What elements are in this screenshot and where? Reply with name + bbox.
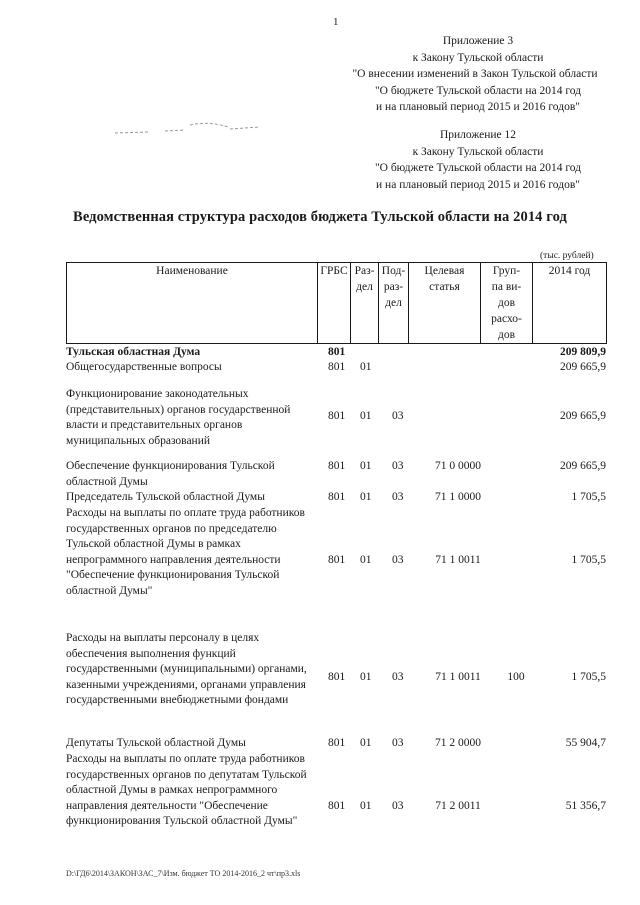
row-grbs: 801	[328, 554, 346, 566]
row-amount: 51 356,7	[565, 800, 606, 812]
row-grbs: 801	[328, 800, 346, 812]
appendix-12-line: и на плановый период 2015 и 2016 годов"	[376, 178, 580, 191]
row-podrazdel: 03	[392, 554, 404, 566]
header-expense-group: Груп- па ви- дов расхо- дов	[481, 263, 533, 344]
file-path-footer: D:\ГД6\2014\ЗАКОН\ЗАС_7\Изм. бюджет ТО 2014-2016_2 чт\пр3.xls	[66, 869, 301, 878]
pen-scribble	[110, 115, 270, 140]
row-target-article: 71 1 0011	[435, 671, 481, 683]
row-grbs: 801	[328, 671, 346, 683]
row-grbs: 801	[328, 410, 346, 422]
table-header	[66, 262, 607, 344]
row-target-article: 71 2 0011	[435, 800, 481, 812]
appendix-3-line: "О бюджете Тульской области на 2014 год	[374, 84, 582, 97]
row-razdel: 01	[360, 460, 372, 472]
header-year: 2014 год	[533, 263, 607, 344]
row-amount: 1 705,5	[571, 671, 606, 683]
row-razdel: 01	[360, 491, 372, 503]
row-target-article: 71 0 0000	[435, 460, 481, 472]
row-amount: 209 665,9	[560, 361, 606, 373]
row-razdel: 01	[360, 410, 372, 422]
row-podrazdel: 03	[392, 671, 404, 683]
row-amount: 209 809,9	[560, 346, 606, 358]
row-podrazdel: 03	[392, 737, 404, 749]
row-name: Общегосударственные вопросы	[66, 361, 222, 373]
appendix-12-block	[348, 127, 608, 193]
appendix-12-line: к Закону Тульской области	[412, 145, 544, 158]
row-razdel: 01	[360, 554, 372, 566]
row-name: Обеспечение функционирования Тульской областной Думы	[66, 460, 275, 488]
header-grbs: ГРБС	[318, 263, 351, 344]
appendix-3-line: Приложение 3	[442, 35, 514, 47]
header-razdel: Раз- дел	[351, 263, 379, 344]
units-label: (тыс. рублей)	[540, 251, 594, 261]
page-number: 1	[333, 16, 339, 28]
row-razdel: 01	[360, 671, 372, 683]
row-grbs: 801	[328, 460, 346, 472]
row-grbs: 801	[328, 737, 346, 749]
header-target-article: Целевая статья	[409, 263, 481, 344]
row-name: Тульская областная Дума	[66, 346, 201, 358]
row-razdel: 01	[360, 361, 372, 373]
row-amount: 209 665,9	[560, 460, 606, 472]
appendix-3-block	[348, 33, 608, 116]
row-amount: 1 705,5	[571, 554, 606, 566]
row-amount: 55 904,7	[565, 737, 606, 749]
row-razdel: 01	[360, 800, 372, 812]
appendix-3-line: "О внесении изменений в Закон Тульской области	[352, 68, 598, 80]
appendix-12-line: "О бюджете Тульской области на 2014 год	[374, 162, 582, 174]
row-name: Расходы на выплаты по оплате труда работников государственных органов по депутатам Тульской областной Думы в рамках непрограммного направления деятельности "Обеспечение функционирования Тульской областной Думы"	[66, 753, 307, 827]
row-name: Функционирование законодательных (представительных) органов государственной власти и представительных органов муниципальных образований	[66, 388, 291, 447]
row-target-article: 71 1 0000	[435, 491, 481, 503]
row-podrazdel: 03	[392, 800, 404, 812]
row-amount: 1 705,5	[571, 491, 606, 503]
row-grbs: 801	[328, 491, 346, 503]
row-razdel: 01	[360, 737, 372, 749]
row-expense-group: 100	[507, 671, 525, 683]
row-target-article: 71 1 0011	[435, 554, 481, 566]
appendix-3-line: к Закону Тульской области	[412, 51, 544, 64]
appendix-3-line: и на плановый период 2015 и 2016 годов"	[376, 101, 580, 113]
header-podrazdel: Под- раз- дел	[379, 263, 409, 344]
row-name: Расходы на выплаты персоналу в целях обеспечения выполнения функций государственными (муниципальными) органами, казенными учреждениями, органами управления государственными внебюджетными фондами	[66, 632, 307, 706]
row-name: Председатель Тульской областной Думы	[66, 491, 265, 503]
row-podrazdel: 03	[392, 491, 404, 503]
row-amount: 209 665,9	[560, 410, 606, 422]
row-podrazdel: 03	[392, 460, 404, 472]
row-podrazdel: 03	[392, 410, 404, 422]
document-title: Ведомственная структура расходов бюджета Тульской области на 2014 год	[73, 209, 567, 225]
appendix-12-line: Приложение 12	[439, 129, 517, 141]
header-name: Наименование	[67, 263, 318, 344]
row-grbs: 801	[328, 361, 346, 373]
row-name: Расходы на выплаты по оплате труда работников государственных органов по председателю Тульской областной Думы в рамках непрограммного направления деятельности "Обеспечение функционирования Тульской областной Думы"	[66, 507, 305, 597]
row-target-article: 71 2 0000	[435, 737, 481, 749]
row-name: Депутаты Тульской областной Думы	[66, 737, 246, 749]
row-grbs: 801	[328, 346, 346, 358]
